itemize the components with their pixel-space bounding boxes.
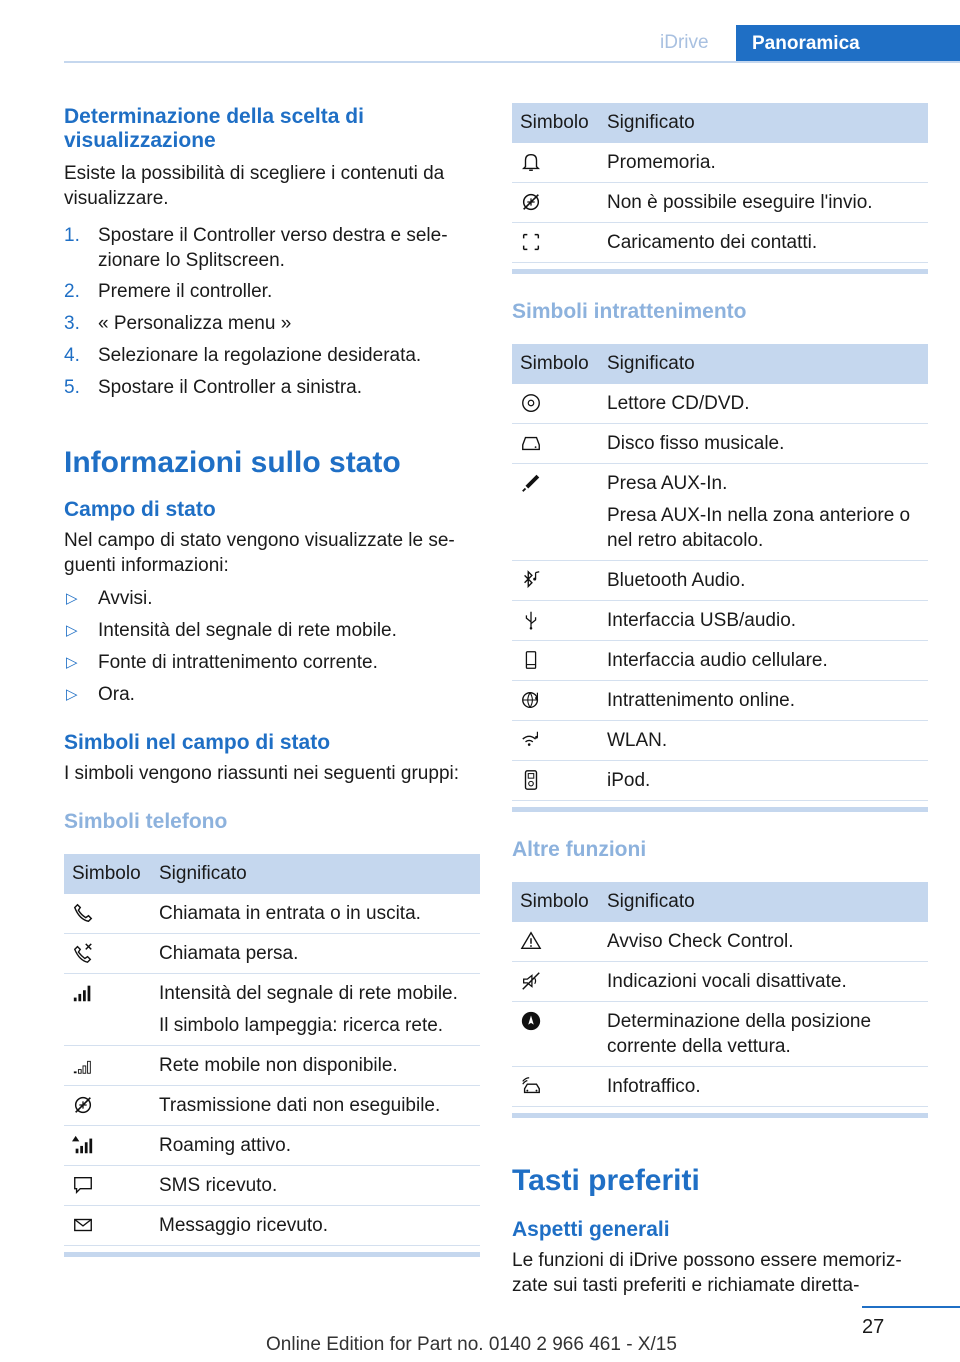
- bell-icon: [520, 151, 542, 173]
- table-row: Determinazione della posizione corrente della vettura.: [512, 1002, 928, 1067]
- other-functions-table: [512, 882, 928, 1118]
- table-row: Lettore CD/DVD.: [512, 384, 928, 424]
- cd-icon: [520, 392, 542, 414]
- table-row: Trasmissione dati non eseguibile.: [64, 1086, 480, 1126]
- page-number: 27: [862, 1316, 885, 1338]
- table-end-bar: [512, 269, 928, 274]
- table-header: Simbolo Significato: [512, 882, 928, 922]
- phone-symbols-table-continued: [512, 103, 928, 274]
- heading-phone-symbols: Simboli telefono: [64, 810, 228, 833]
- online-entertainment-icon: [520, 689, 542, 711]
- left-column: [64, 100, 480, 1257]
- heading-general-aspects: Aspetti generali: [512, 1218, 670, 1241]
- table-row: Disco fisso musicale.: [512, 424, 928, 464]
- table-row: Bluetooth Audio.: [512, 561, 928, 601]
- message-icon: [72, 1214, 94, 1236]
- bullet-item: ▷ Avvisi.: [66, 588, 153, 609]
- ipod-icon: [520, 769, 542, 791]
- table-row: Chiamata persa.: [64, 934, 480, 974]
- paragraph-status-field: Nel campo di stato vengono visualizzate le se‐guenti informazioni:: [64, 530, 455, 576]
- table-row: Chiamata in entrata o in uscita.: [64, 894, 480, 934]
- roaming-icon: [72, 1134, 94, 1156]
- table-row: iPod.: [512, 761, 928, 801]
- status-bullets: [64, 586, 480, 707]
- heading-favorite-keys: Tasti preferiti: [512, 1164, 700, 1197]
- paragraph-visual-selection: Esiste la possibilità di scegliere i contenuti da visualizzare.: [64, 163, 445, 209]
- mobile-audio-icon: [520, 649, 542, 671]
- phone-icon: [72, 902, 94, 924]
- table-row: Presa AUX-In. Presa AUX-In nella zona anteriore o nel retro abitacolo.: [512, 464, 928, 561]
- send-blocked-icon: [520, 191, 542, 213]
- footer-edition: Online Edition for Part no. 0140 2 966 461 - X/15: [266, 1334, 677, 1355]
- warning-icon: [520, 930, 542, 952]
- table-header: Simbolo Significato: [64, 854, 480, 894]
- sms-icon: [72, 1174, 94, 1196]
- hard-disk-icon: [520, 432, 542, 454]
- usb-icon: [520, 609, 542, 631]
- table-row: Non è possibile eseguire l'invio.: [512, 183, 928, 223]
- step-item: 2. Premere il controller.: [64, 281, 273, 302]
- heading-status-symbols: Simboli nel campo di stato: [64, 731, 331, 754]
- step-item: 4. Selezionare la regolazione desiderata.: [64, 345, 422, 366]
- heading-status-field: Campo di stato: [64, 498, 216, 521]
- table-row: Promemoria.: [512, 143, 928, 183]
- table-row: Avviso Check Control.: [512, 922, 928, 962]
- bullet-item: ▷ Ora.: [66, 684, 135, 705]
- traffic-info-icon: [520, 1075, 542, 1097]
- signal-strength-icon: [72, 982, 94, 1004]
- aux-jack-icon: [520, 472, 542, 494]
- table-row: Messaggio ricevuto.: [64, 1206, 480, 1246]
- step-item: 5. Spostare il Controller a sinistra.: [64, 377, 362, 398]
- table-row: Rete mobile non disponibile.: [64, 1046, 480, 1086]
- table-row: Interfaccia USB/audio.: [512, 601, 928, 641]
- table-row: Indicazioni vocali disattivate.: [512, 962, 928, 1002]
- voice-off-icon: [520, 970, 542, 992]
- table-row: Intrattenimento online.: [512, 681, 928, 721]
- table-row: Intensità del segnale di rete mobile. Il simbolo lampeggia: ricerca rete.: [64, 974, 480, 1046]
- heading-visual-selection: Determinazione della scelta di visualizzazione: [64, 105, 364, 152]
- no-network-icon: [72, 1054, 94, 1076]
- steps-list: [64, 223, 480, 400]
- header-rule: [64, 61, 960, 63]
- paragraph-status-symbols: I simboli vengono riassunti nei seguenti gruppi:: [64, 763, 460, 784]
- table-header: Simbolo Significato: [512, 103, 928, 143]
- heading-other-functions: Altre funzioni: [512, 838, 647, 861]
- table-end-bar: [64, 1252, 480, 1257]
- table-row: SMS ricevuto.: [64, 1166, 480, 1206]
- heading-entertainment-symbols: Simboli intrattenimento: [512, 300, 747, 323]
- table-row: Infotraffico.: [512, 1067, 928, 1107]
- step-item: 1. Spostare il Controller verso destra e sele‐zionare lo Splitscreen.: [64, 225, 448, 271]
- table-row: Caricamento dei contatti.: [512, 223, 928, 263]
- bullet-item: ▷ Fonte di intrattenimento corrente.: [66, 652, 378, 673]
- paragraph-general-aspects: Le funzioni di iDrive possono essere memoriz‐zate sui tasti preferiti e richiamate diretta‐: [512, 1250, 902, 1296]
- table-row: Interfaccia audio cellulare.: [512, 641, 928, 681]
- table-row: Roaming attivo.: [64, 1126, 480, 1166]
- bluetooth-audio-icon: [520, 569, 542, 591]
- footer-rule: [862, 1306, 960, 1308]
- table-end-bar: [512, 1113, 928, 1118]
- phone-symbols-table: [64, 854, 480, 1257]
- entertainment-symbols-table: [512, 344, 928, 812]
- right-column: [512, 103, 928, 1298]
- table-end-bar: [512, 807, 928, 812]
- header-section: iDrive: [660, 32, 709, 53]
- bullet-item: ▷ Intensità del segnale di rete mobile.: [66, 620, 397, 641]
- step-item: 3. « Personalizza menu »: [64, 313, 292, 334]
- position-icon: [520, 1010, 542, 1032]
- wlan-icon: [520, 729, 542, 751]
- header-chapter-tab: Panoramica: [736, 25, 960, 62]
- heading-status-info: Informazioni sullo stato: [64, 446, 401, 479]
- no-data-icon: [72, 1094, 94, 1116]
- missed-call-icon: [72, 942, 94, 964]
- table-row: WLAN.: [512, 721, 928, 761]
- table-header: Simbolo Significato: [512, 344, 928, 384]
- contacts-loading-icon: [520, 231, 542, 253]
